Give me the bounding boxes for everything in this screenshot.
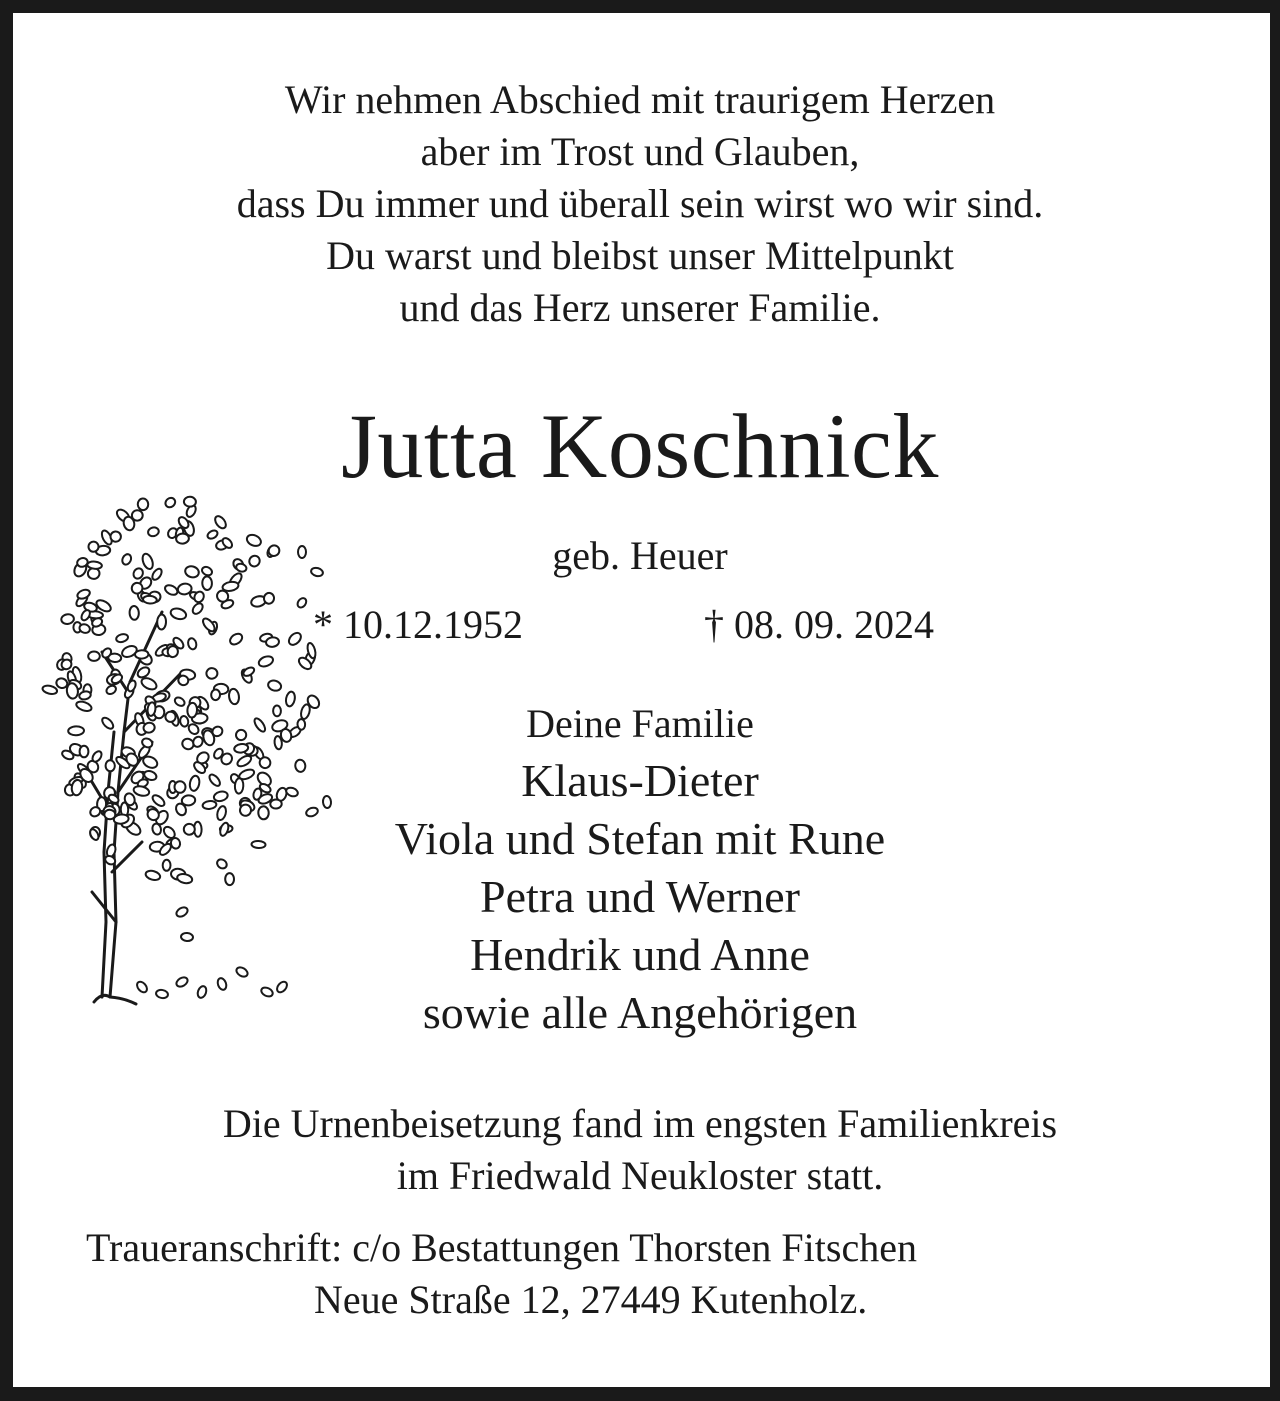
leaf-mark — [213, 514, 228, 530]
leaf-mark — [167, 646, 178, 658]
leaf-mark — [287, 631, 304, 648]
leaf-mark — [66, 683, 79, 700]
leaf-mark — [42, 684, 58, 695]
leaf-mark — [132, 510, 143, 521]
leaf-mark — [80, 609, 92, 622]
deceased-name: Jutta Koschnick — [341, 395, 939, 497]
leaf-mark — [187, 637, 198, 650]
verse-line-3: dass Du immer und überall sein wirst wo wir sind. — [236, 181, 1044, 226]
family-member-4: Hendrik und Anne — [470, 929, 810, 980]
leaf-mark — [61, 613, 75, 624]
leaf-mark — [115, 633, 129, 643]
birth-name: geb. Heuer — [552, 533, 728, 578]
leaf-mark — [257, 654, 274, 668]
family-intro: Deine Familie — [526, 701, 754, 746]
leaf-mark — [135, 650, 149, 659]
leaf-mark — [164, 496, 177, 509]
family-member-1: Klaus-Dieter — [521, 755, 759, 806]
leaf-mark — [184, 496, 196, 506]
leaf-mark — [105, 684, 117, 696]
verse-line-1: Wir nehmen Abschied mit traurigem Herzen — [284, 77, 996, 122]
leaf-mark — [157, 614, 166, 629]
leaf-mark — [263, 592, 275, 604]
leaf-mark — [129, 606, 139, 620]
leaf-mark — [201, 616, 217, 633]
leaf-mark — [206, 667, 218, 679]
leaf-mark — [296, 596, 308, 609]
leaf-mark — [88, 652, 100, 661]
leaf-mark — [78, 690, 91, 700]
family-member-3: Petra und Werner — [480, 871, 800, 922]
verse-line-4: Du warst und bleibst unser Mittelpunkt — [326, 233, 954, 278]
leaf-mark — [265, 637, 279, 648]
address-line-1: Traueranschrift: c/o Bestattungen Thorsten Fitschen — [86, 1225, 917, 1270]
leaf-mark — [76, 588, 91, 600]
family-member-5: sowie alle Angehörigen — [422, 987, 858, 1038]
verse-line-2: aber im Trost und Glauben, — [420, 129, 860, 174]
address-line-2: Neue Straße 12, 27449 Kutenholz. — [314, 1277, 868, 1322]
date-died: † 08. 09. 2024 — [704, 602, 934, 647]
leaf-mark — [126, 679, 137, 692]
burial-note-line-1: Die Urnenbeisetzung fand im engsten Familienkreis — [222, 1101, 1058, 1146]
leaf-mark — [169, 607, 187, 621]
leaf-mark — [211, 689, 220, 700]
leaf-mark — [137, 498, 148, 510]
leaf-mark — [163, 583, 179, 596]
leaf-mark — [78, 623, 91, 634]
leaf-mark — [228, 632, 244, 647]
burial-note-line-2: im Friedwald Neukloster statt. — [396, 1153, 884, 1198]
leaf-mark — [143, 595, 157, 604]
verse-line-5: und das Herz unserer Familie. — [399, 285, 881, 330]
family-member-2: Viola und Stefan mit Rune — [394, 813, 886, 864]
leaf-mark — [191, 601, 205, 615]
leaf-mark — [242, 666, 256, 678]
date-born: * 10.12.1952 — [313, 602, 523, 647]
leaf-mark — [222, 581, 239, 592]
leaf-mark — [267, 679, 282, 692]
